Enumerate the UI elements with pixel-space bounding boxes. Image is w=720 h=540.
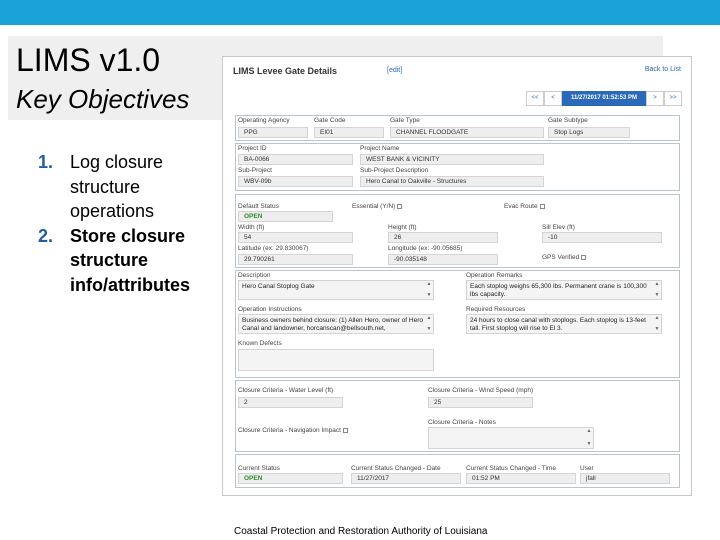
footer-text: Coastal Protection and Restoration Authority of Louisiana (234, 526, 488, 537)
description-textarea[interactable]: Hero Canal Stoplog Gate ▲ ▼ (238, 280, 434, 300)
evac-route-label: Evac Route (504, 203, 545, 210)
gate-section (235, 115, 680, 141)
gps-verified-label: GPS Verified (542, 254, 586, 261)
user-field[interactable]: jfall (580, 473, 670, 484)
longitude-field[interactable]: -90.035148 (388, 254, 498, 265)
lims-screenshot (222, 56, 692, 496)
subproject-description-field[interactable]: Hero Canal to Oakville - Structures (360, 176, 544, 187)
operating-agency-field[interactable]: PPG (238, 127, 308, 138)
default-status-field[interactable]: OPEN (238, 211, 333, 222)
subproject-description-label: Sub-Project Description (360, 167, 429, 174)
objective-item (38, 224, 218, 298)
pager-prev-button[interactable]: < (544, 91, 562, 106)
water-level-field[interactable]: 2 (238, 397, 343, 408)
default-status-label: Default Status (238, 203, 279, 210)
current-status-label: Current Status (238, 465, 280, 472)
pager-last-button[interactable]: >> (664, 91, 682, 106)
notes-textarea[interactable]: ▲ ▼ (428, 427, 594, 449)
water-level-label: Closure Criteria - Water Level (ft) (238, 387, 334, 394)
objective-text: Store closure structure info/attributes (70, 225, 190, 295)
navigation-impact-label: Closure Criteria - Navigation Impact (238, 427, 348, 434)
project-id-field[interactable]: BA-0066 (238, 154, 353, 165)
objective-item (38, 150, 218, 224)
changed-date-label: Current Status Changed - Date (351, 465, 441, 472)
operation-instructions-textarea[interactable]: Business owners behind closure: (1) Allen Hero, owner of Hero Canal and landowner, horcanscan@bellsouth.net, ▲ ▼ (238, 314, 434, 334)
wind-speed-field[interactable]: 25 (428, 397, 533, 408)
current-status-field[interactable]: OPEN (238, 473, 343, 484)
changed-time-label: Current Status Changed - Time (466, 465, 556, 472)
pager-next-button[interactable]: > (646, 91, 664, 106)
objectives-list (38, 150, 218, 297)
width-field[interactable]: 54 (238, 232, 353, 243)
width-label: Width (ft) (238, 224, 265, 231)
latitude-label: Latitude (ex: 29.830067) (238, 245, 309, 252)
navigation-impact-checkbox[interactable] (343, 428, 348, 433)
required-resources-textarea[interactable]: 24 hours to close canal with stoplogs. Each stoplog is 13-feet tall. First stoplog will rise to El 3. ▲ ▼ (466, 314, 662, 334)
description-label: Description (238, 272, 271, 279)
closure-criteria-section (235, 380, 680, 452)
edit-link[interactable]: [edit] (387, 67, 403, 74)
changed-date-field[interactable]: 11/27/2017 (351, 473, 461, 484)
user-label: User (580, 465, 594, 472)
known-defects-textarea[interactable] (238, 349, 434, 371)
slide-subtitle: Key Objectives (16, 84, 190, 114)
notes-label: Closure Criteria - Notes (428, 419, 496, 426)
essential-label: Essential (Y/N) (352, 203, 402, 210)
gate-subtype-label: Gate Subtype (548, 117, 588, 124)
gate-type-field[interactable]: CHANNEL FLOODGATE (390, 127, 544, 138)
subproject-label: Sub-Project (238, 167, 272, 174)
gate-code-label: Gate Code (314, 117, 346, 124)
height-field[interactable]: 26 (388, 232, 498, 243)
project-name-label: Project Name (360, 145, 400, 152)
gate-type-label: Gate Type (390, 117, 420, 124)
objective-text: Log closure structure operations (70, 152, 164, 221)
status-section (235, 454, 680, 488)
app-title: LIMS Levee Gate Details (233, 66, 338, 76)
slide-title: LIMS v1.0 (16, 42, 161, 78)
height-label: Height (ft) (388, 224, 417, 231)
sill-elev-field[interactable]: -10 (542, 232, 662, 243)
objective-number: 2. (38, 225, 54, 246)
operation-remarks-label: Operation Remarks (466, 272, 523, 279)
longitude-label: Longitude (ex: -90.05685) (388, 245, 463, 252)
sill-elev-label: Sill Elev (ft) (542, 224, 575, 231)
gps-verified-checkbox[interactable] (581, 255, 586, 260)
changed-time-field[interactable]: 01:52 PM (466, 473, 576, 484)
known-defects-label: Known Defects (238, 340, 282, 347)
gate-subtype-field[interactable]: Stop Logs (548, 127, 630, 138)
project-id-label: Project ID (238, 145, 267, 152)
pager-first-button[interactable]: << (526, 91, 544, 106)
operation-instructions-label: Operation Instructions (238, 306, 302, 313)
operation-remarks-textarea[interactable]: Each stoplog weighs 65,300 lbs. Permanent crane is 100,300 lbs capacity. ▲ ▼ (466, 280, 662, 300)
back-to-list-link[interactable]: Back to List (644, 66, 681, 73)
record-pager (526, 91, 682, 106)
objective-number: 1. (38, 152, 54, 172)
operating-agency-label: Operating Agency (238, 117, 290, 124)
top-accent-bar (0, 0, 720, 25)
essential-checkbox[interactable] (397, 204, 402, 209)
wind-speed-label: Closure Criteria - Wind Speed (mph) (428, 387, 534, 394)
gate-code-field[interactable]: EI01 (314, 127, 384, 138)
latitude-field[interactable]: 29.790261 (238, 254, 353, 265)
required-resources-label: Required Resources (466, 306, 526, 313)
evac-route-checkbox[interactable] (540, 204, 545, 209)
project-section (235, 143, 680, 191)
project-name-field[interactable]: WEST BANK & VICINITY (360, 154, 544, 165)
subproject-field[interactable]: WBV-09b (238, 176, 353, 187)
remarks-section (235, 270, 680, 378)
details-section (235, 194, 680, 268)
pager-current-date: 11/27/2017 01:52:53 PM (562, 91, 646, 106)
